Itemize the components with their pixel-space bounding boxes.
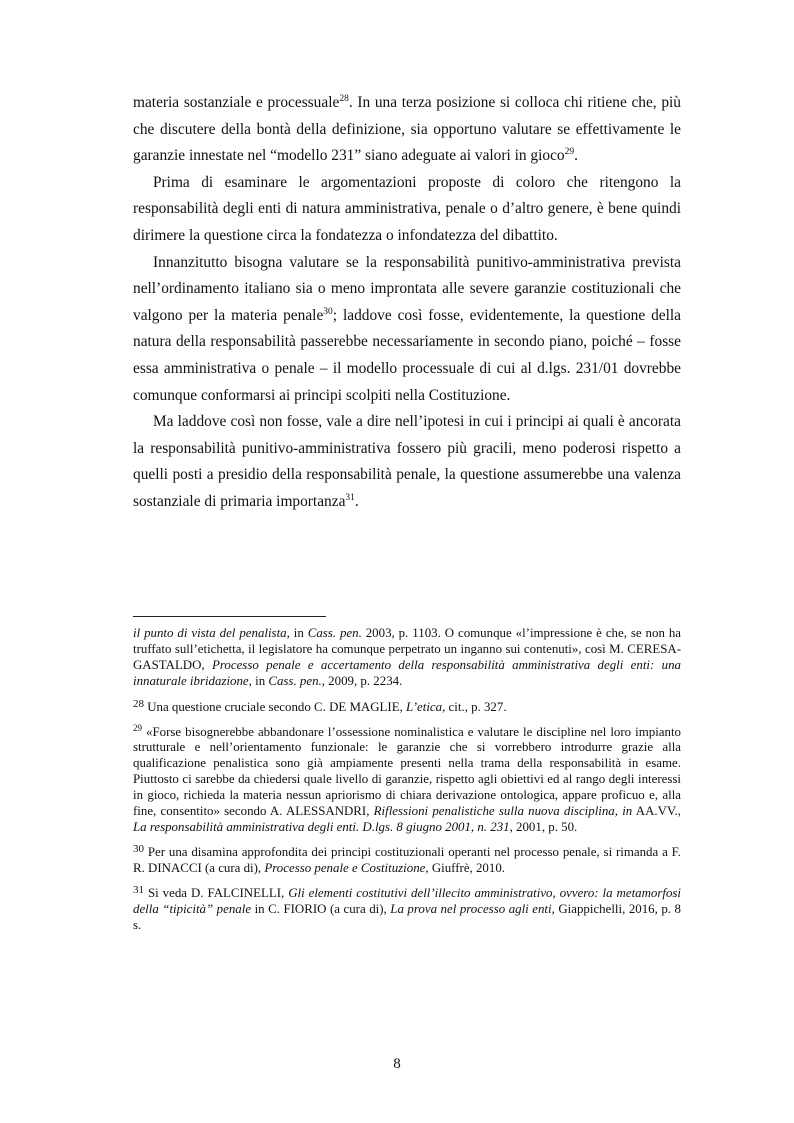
footnote-30-text-2: Giuffrè, 2010.: [428, 860, 505, 875]
footnote-continuation-italic-4: Cass. pen.: [268, 673, 322, 688]
paragraph-4-text-a: Ma laddove così non fosse, vale a dire nell’ipotesi in cui i principi ai quali è ancorata la responsabilità punitivo-amministrativa fossero più gracili, meno poderosi rispetto a quelli posti a presidio della responsabilità penale, la questione assumerebbe una valenza sostanziale di primaria importanza: [133, 413, 681, 510]
footnote-29-italic-1: Riflessioni penalistiche sulla nuova disciplina, in: [373, 804, 633, 819]
footnote-number-29: 29: [133, 722, 142, 733]
paragraph-1-text-c: .: [574, 147, 578, 165]
footnote-28: [133, 697, 681, 716]
footnote-31-text-1: Si veda D. FALCINELLI,: [144, 885, 289, 900]
footnote-30-italic-1: Processo penale e Costituzione,: [264, 860, 429, 875]
footnote-31-text-3: , Giappichelli, 2016, p. 8 s.: [133, 901, 681, 932]
footnote-continuation-text-1: , in: [286, 626, 308, 640]
paragraph-3-text-a: Innanzitutto bisogna valutare se la responsabilità punitivo-amministrativa prevista nell’ordinamento italiano sia o meno improntata alle severe garanzie costituzionali che valgono per la materia penale: [133, 253, 681, 324]
footnote-31-text-2: in C. FIORIO (a cura di),: [251, 901, 391, 916]
footnote-31-italic-2: La prova nel processo agli enti: [390, 901, 552, 916]
footnote-29-text-3: , 2001, p. 50.: [509, 819, 578, 834]
footnote-number-31: 31: [133, 883, 144, 896]
footnote-continuation-text-4: , 2009, p. 2234.: [321, 673, 403, 688]
footnote-31: [133, 883, 681, 934]
footnote-ref-28[interactable]: 28: [339, 94, 349, 104]
paragraph-1: [133, 90, 681, 170]
paragraph-3-text-b: ; laddove così fosse, evidentemente, la questione della natura della responsabilità passerebbe necessariamente in secondo piano, poiché – fosse essa amministrativa o penale – il modello processuale di cui al d.lgs. 231/01 dovrebbe comunque conformarsi ai principi scolpiti nella Costituzione.: [133, 306, 681, 404]
footnote-29-text-1: «Forse bisognerebbe abbandonare l’ossessione nominalistica e valutare le discipline nel loro impianto strutturale e nell’orientamento funzionale: le garanzie che si vorrebbero introdurre grazie alla qualificazione penalistica sono già ampiamente presenti nella trama della responsabilità in esame. Piuttosto ci sarebbe da chiedersi quale livello di garanzie, rispetto agli obiettivi ed al rango degli interessi in gioco, richieda la materia nessun apriorismo di chiara derivazione ontologica, appare proficuo e, alla fine, consentito» secondo A. ALESSANDRI,: [133, 724, 681, 819]
footnote-30-text-1: Per una disamina approfondita dei principi costituzionali operanti nel processo penale, si rimanda a F. R. DINACCI (a cura di),: [133, 844, 681, 875]
footnote-29-text-2: AA.VV.,: [632, 804, 682, 819]
footnote-31-italic-1: Gli elementi costitutivi dell’illecito amministrativo, ovvero: la metamorfosi della “tipicità” penale: [133, 885, 681, 916]
footnote-28-italic-1: L’etica: [406, 699, 443, 714]
body-text: [133, 90, 681, 516]
paragraph-3: [133, 250, 681, 410]
footnote-continuation-text-2: 2003, p. 1103. O comunque «l’impressione è che, se non ha truffato sull’etichetta, il legislatore ha comunque perpetrato un inganno sui contenuti», così M. CERESA-GASTALDO,: [133, 626, 681, 672]
footnote-ref-29[interactable]: 29: [564, 147, 575, 158]
page-number: 8: [393, 1056, 401, 1072]
footnote-ref-30[interactable]: 30: [323, 306, 333, 317]
paragraph-1-text-b: . In una terza posizione si colloca chi ritiene che, più che discutere della bontà della definizione, sia opportuno valutare se effettivamente le garanzie innestate nel “modello 231” siano adeguate ai valori in gioco: [133, 94, 681, 165]
footnotes: [133, 626, 681, 942]
footnote-number-30: 30: [133, 842, 144, 855]
footnote-28-text-1: Una questione cruciale secondo C. DE MAGLIE,: [144, 699, 407, 714]
footnote-29-italic-2: La responsabilità amministrativa degli enti. D.lgs. 8 giugno 2001, n. 231: [133, 819, 510, 834]
footnote-28-text-2: , cit., p. 327.: [442, 699, 507, 714]
footnote-continuation-italic-3: Processo penale e accertamento della responsabilità amministrativa degli enti: una innaturale ibridazione: [133, 657, 681, 688]
footnote-30: [133, 842, 681, 877]
footnote-continuation-italic-2: Cass. pen.: [307, 626, 362, 640]
footnote-continuation-text-3: , in: [248, 673, 269, 688]
footnote-number-28: 28: [133, 697, 144, 710]
paragraph-1-text-a: materia sostanziale e processuale: [133, 94, 340, 111]
footnote-separator: [133, 616, 326, 617]
footnote-29: [133, 722, 682, 836]
paragraph-4: [133, 409, 681, 515]
paragraph-2: Prima di esaminare le argomentazioni proposte di coloro che ritengono la responsabilità degli enti di natura amministrativa, penale o d’altro genere, è bene quindi dirimere la questione circa la fondatezza o infondatezza del dibattito.: [133, 173, 681, 244]
footnote-continuation-italic-1: il punto di vista del penalista: [133, 626, 287, 640]
footnote-ref-31[interactable]: 31: [345, 492, 355, 503]
footnote-continuation: [133, 626, 681, 690]
paragraph-4-text-b: .: [354, 492, 359, 510]
